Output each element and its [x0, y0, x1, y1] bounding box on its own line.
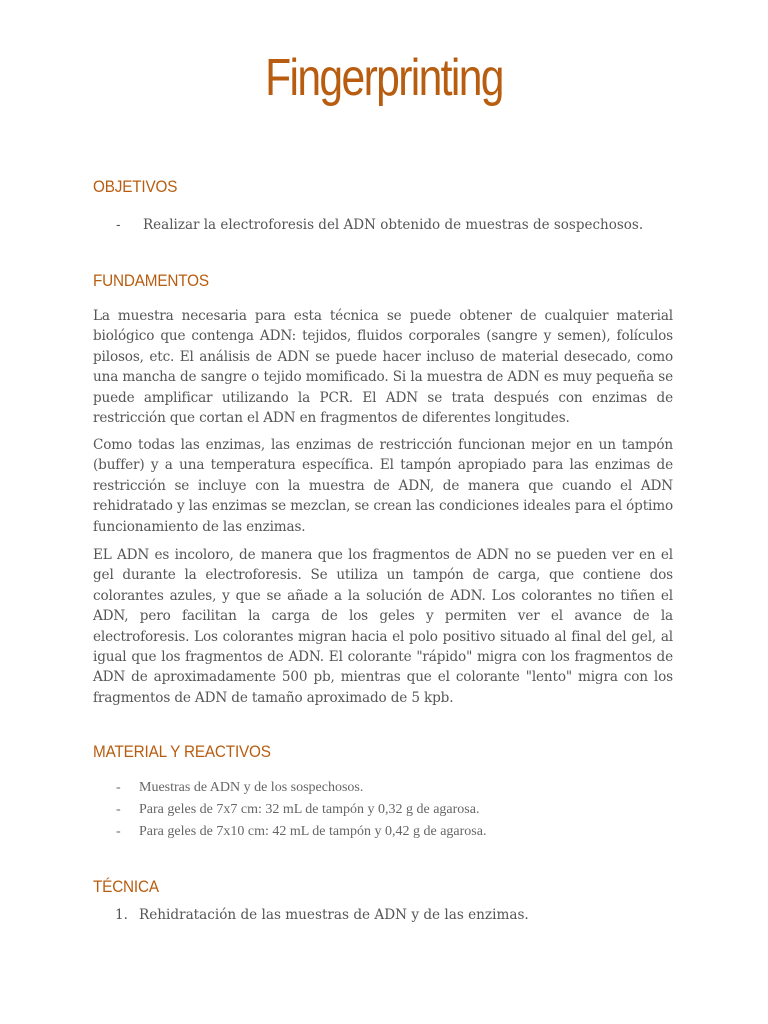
document-title: Fingerprinting	[265, 49, 503, 107]
objetivos-list	[93, 217, 673, 233]
bullet-marker: -	[116, 824, 121, 839]
list-item	[93, 821, 673, 843]
list-item-number: 1.	[115, 907, 128, 923]
list-item-text: Muestras de ADN y de los sospechosos.	[139, 780, 364, 795]
list-item-text: Para geles de 7x7 cm: 32 mL de tampón y 0,32 g de agarosa.	[139, 802, 480, 817]
list-item	[93, 799, 673, 821]
list-item	[93, 777, 673, 799]
list-item	[93, 217, 673, 233]
fundamentos-paragraph-2: Como todas las enzimas, las enzimas de restricción funcionan mejor en un tampón (buffer) y a una temperatura específica. El tampón apropiado para las enzimas de restricción se incluye con la muestra de ADN, de manera que cuando el ADN rehidratado y las enzimas se mezclan, se crean las condiciones ideales para el óptimo funcionamiento de las enzimas.	[93, 437, 673, 535]
bullet-marker: -	[116, 802, 121, 817]
list-item-text: Para geles de 7x10 cm: 42 mL de tampón y 0,42 g de agarosa.	[139, 824, 487, 839]
list-item	[93, 905, 673, 925]
fundamentos-heading: FUNDAMENTOS	[93, 271, 209, 290]
bullet-marker: -	[116, 780, 121, 795]
tecnica-heading: TÉCNICA	[93, 877, 159, 896]
material-heading: MATERIAL Y REACTIVOS	[93, 742, 271, 761]
fundamentos-paragraph-1: La muestra necesaria para esta técnica se puede obtener de cualquier material biológico que contenga ADN: tejidos, fluidos corporales (sangre y semen), folículos pilosos, etc. El análisis de ADN se puede hacer incluso de material desecado, como una mancha de sangre o tejido momificado. Si la muestra de ADN es muy pequeña se puede amplificar utilizando la PCR. El ADN se trata después con enzimas de restricción que cortan el ADN en fragmentos de diferentes longitudes.	[93, 308, 673, 427]
list-item-text: Realizar la electroforesis del ADN obtenido de muestras de sospechosos.	[143, 217, 644, 233]
bullet-marker: -	[116, 217, 121, 233]
tecnica-list	[93, 905, 673, 925]
objetivos-heading: OBJETIVOS	[93, 177, 178, 196]
material-list	[93, 777, 673, 843]
fundamentos-paragraph-3: EL ADN es incoloro, de manera que los fragmentos de ADN no se pueden ver en el gel durante la electroforesis. Se utiliza un tampón de carga, que contiene dos colorantes azules, y que se añade a la solución de ADN. Los colorantes no tiñen el ADN, pero facilitan la carga de los geles y permiten ver el avance de la electroforesis. Los colorantes migran hacia el polo positivo situado al final del gel, al igual que los fragmentos de ADN. El colorante "rápido" migra con los fragmentos de ADN de aproximadamente 500 pb, mientras que el colorante "lento" migra con los fragmentos de ADN de tamaño aproximado de 5 kpb.	[93, 547, 673, 706]
list-item-text: Rehidratación de las muestras de ADN y de las enzimas.	[139, 907, 529, 923]
